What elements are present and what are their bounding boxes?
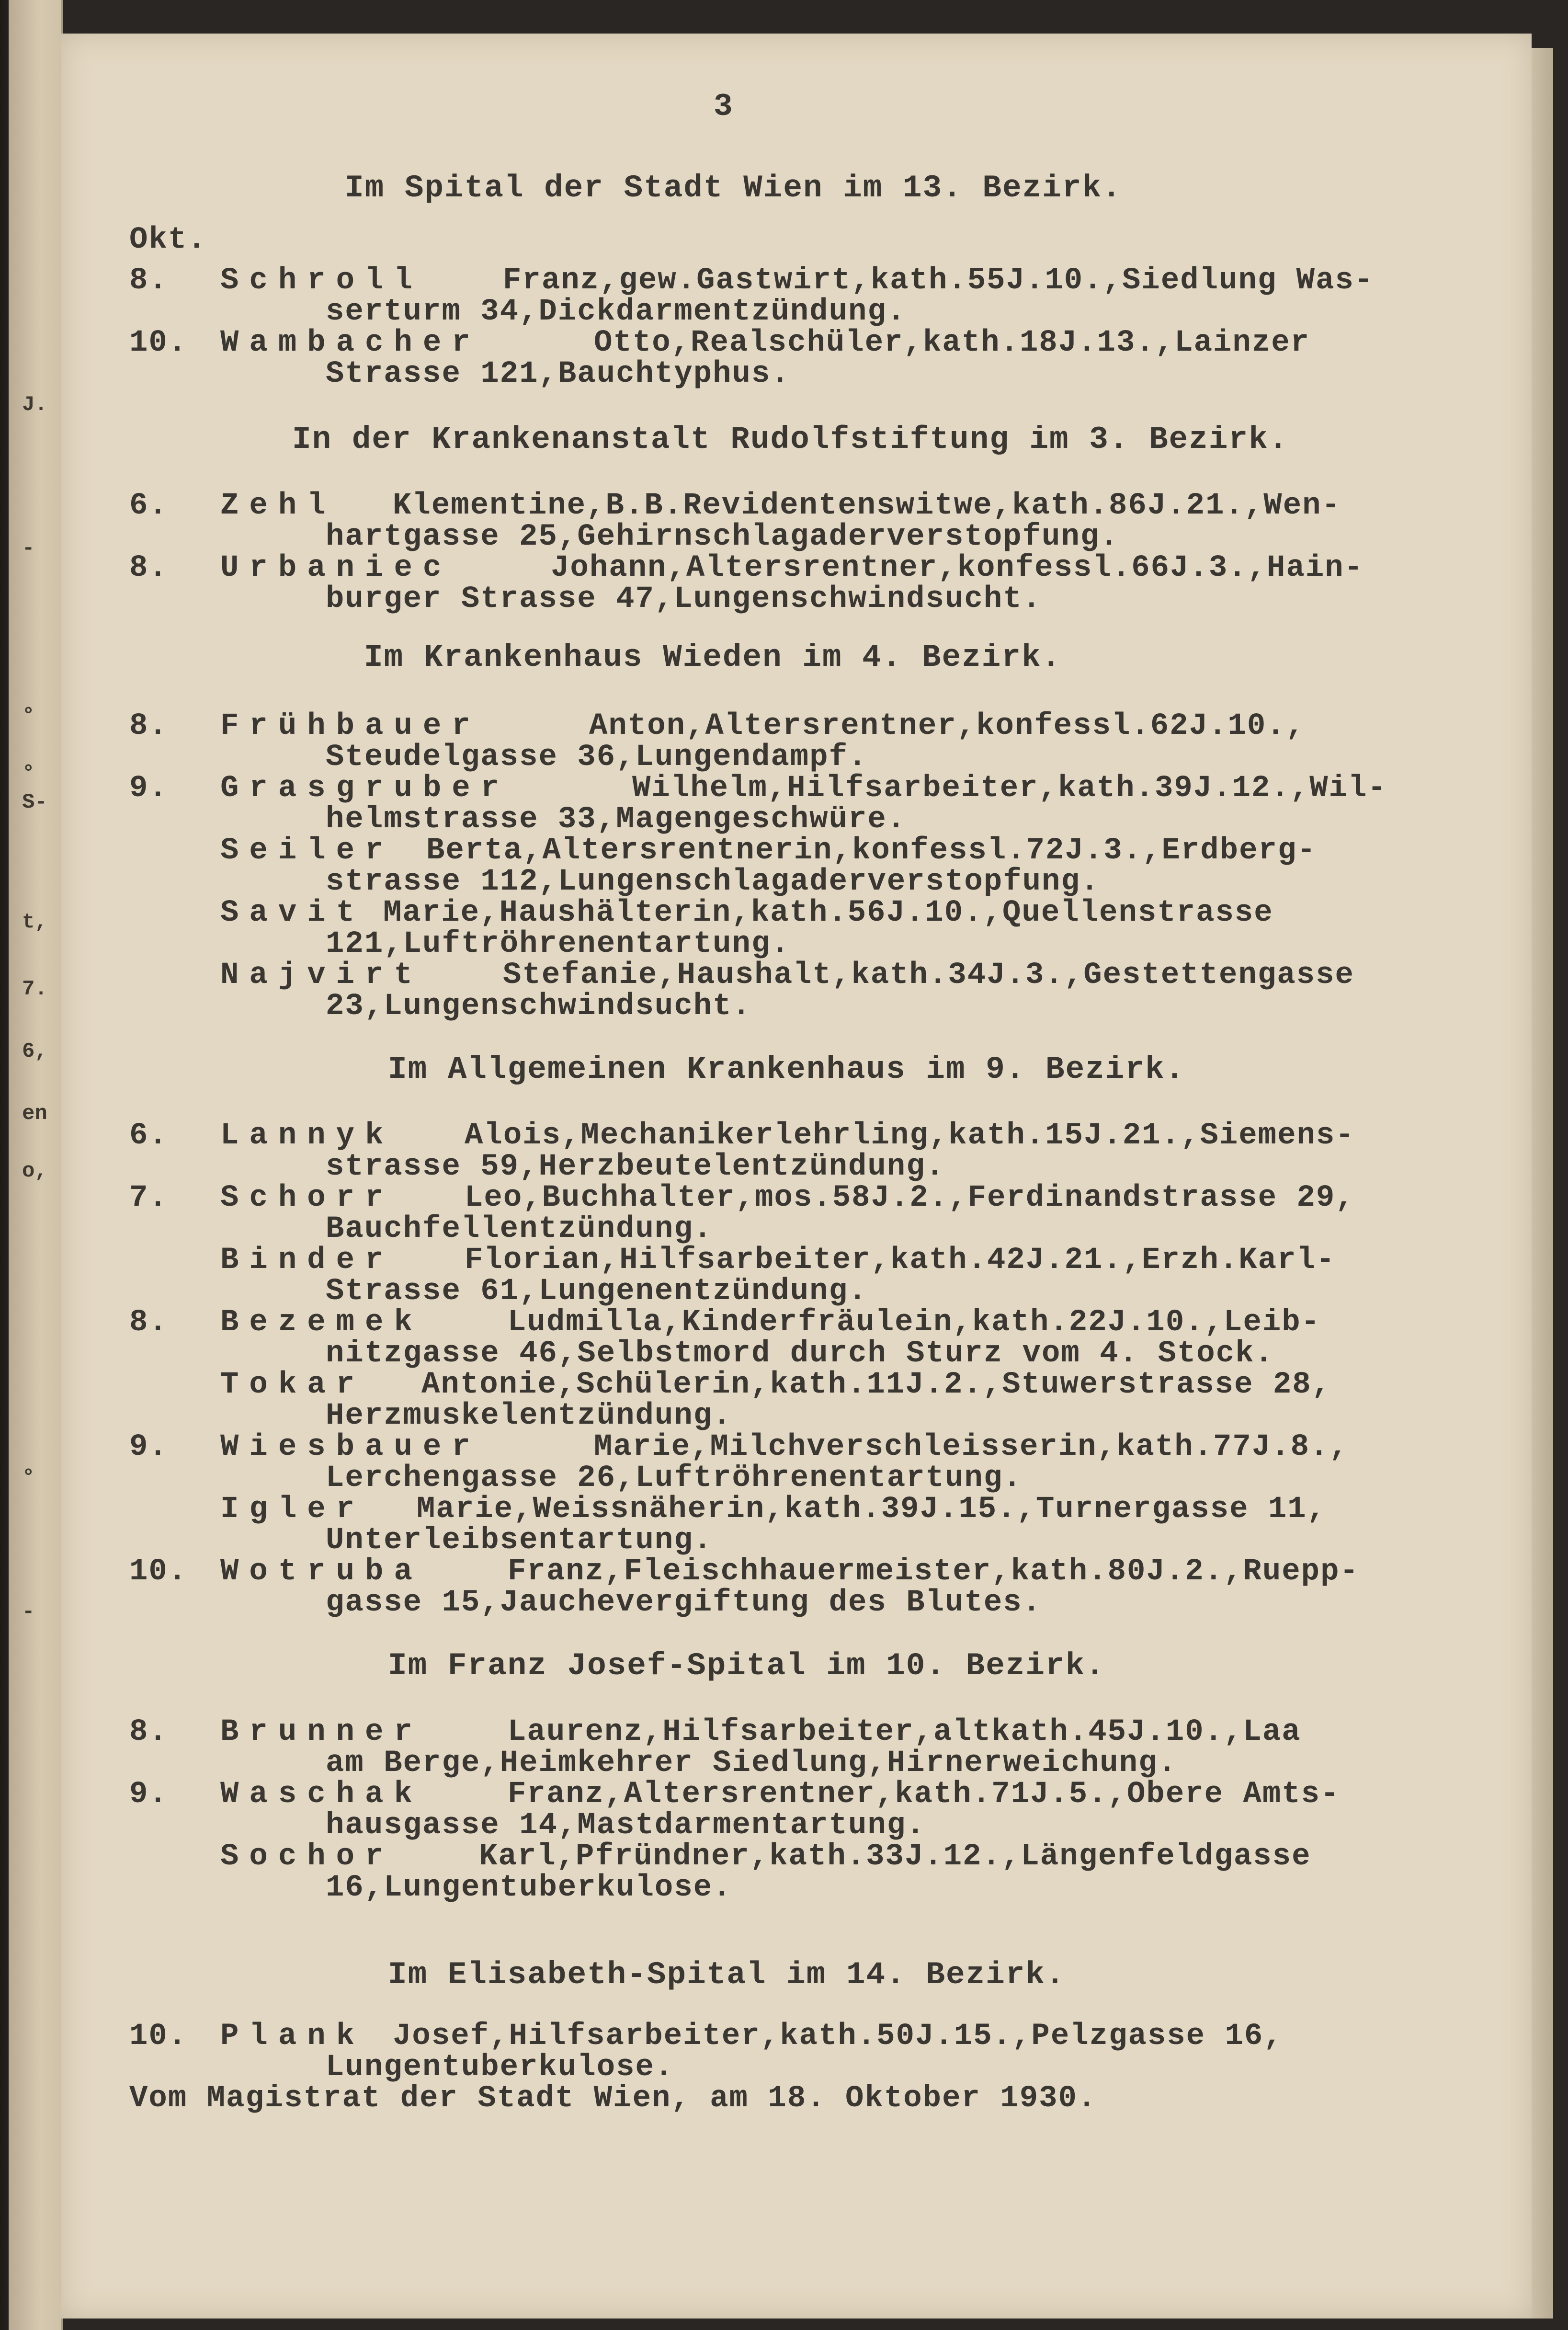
entry-line2: 23,Lungenschwindsucht. [326,989,751,1024]
margin-fragment: S- [22,790,47,814]
entry-line1: Alois,Mechanikerlehrling,kath.15J.21.,Siemens- [465,1119,1355,1153]
entry-line2: Strasse 121,Bauchtyphus. [326,357,790,391]
entry-line2: helmstrasse 33,Magengeschwüre. [326,802,907,837]
entry-line2: nitzgasse 46,Selbstmord durch Sturz vom 4. Stock. [326,1336,1274,1371]
entry-line2: 16,Lungentuberkulose. [326,1871,732,1905]
closing-statement: Vom Magistrat der Stadt Wien, am 18. Oktober 1930. [129,2081,1097,2116]
entry-line1: Antonie,Schülerin,kath.11J.2.,Stuwerstrasse 28, [421,1368,1331,1402]
margin-fragment: ° [22,762,35,786]
entry-line1: Leo,Buchhalter,mos.58J.2.,Ferdinandstrasse 29, [465,1181,1355,1215]
entry-day: 9. [129,771,168,806]
entry-name: Wiesbauer [220,1430,481,1464]
entry-line2: hausgasse 14,Mastdarmentartung. [326,1808,926,1843]
entry-line1: Klementine,B.B.Revidentenswitwe,kath.86J.21.,Wen- [393,489,1341,523]
entry-line2: serturm 34,Dickdarmentzündung. [326,295,907,329]
entry-line1: Stefanie,Haushalt,kath.34J.3.,Gestettengasse [503,958,1354,993]
entry-line1: Franz,gew.Gastwirt,kath.55J.10.,Siedlung Was- [503,263,1374,298]
entry-name: Wotruba [220,1554,423,1589]
entry-line1: Wilhelm,Hilfsarbeiter,kath.39J.12.,Wil- [632,771,1387,806]
previous-page-edge [9,0,63,2330]
entry-line2: 121,Luftröhrenentartung. [326,927,790,961]
entry-name: Tokar [220,1368,365,1402]
entry-line1: Marie,Haushälterin,kath.56J.10.,Quellenstrasse [383,896,1273,930]
margin-fragment: J. [22,393,47,417]
entry-name: Najvirt [220,958,423,993]
margin-fragment: en [22,1102,47,1126]
margin-fragment: ° [22,1466,35,1490]
entry-line1: Ludmilla,Kinderfräulein,kath.22J.10.,Leib- [508,1305,1321,1340]
entry-name: Waschak [220,1777,423,1812]
entry-name: Sochor [220,1839,394,1874]
entry-day: 8. [129,551,168,585]
entry-day: 6. [129,489,168,523]
entry-line2: strasse 112,Lungenschlagaderverstopfung. [326,865,1100,899]
entry-day: 10. [129,326,188,360]
entry-name: Savit [220,896,365,930]
entry-line1: Marie,Weissnäherin,kath.39J.15.,Turnergasse 11, [417,1492,1327,1527]
entry-name: Brunner [220,1715,423,1749]
month-label: Okt. [129,223,207,257]
entry-line1: Otto,Realschüler,kath.18J.13.,Lainzer [594,326,1310,360]
entry-line1: Josef,Hilfsarbeiter,kath.50J.15.,Pelzgasse 16, [393,2019,1283,2054]
entry-name: Zehl [220,489,336,523]
margin-fragment: 6, [22,1039,47,1063]
entry-day: 9. [129,1430,168,1464]
entry-name: Urbaniec [220,551,452,585]
margin-fragment: ° [22,704,35,728]
entry-name: Wambacher [220,326,481,360]
entry-line1: Johann,Altersrentner,konfessl.66J.3.,Hain- [551,551,1364,585]
section-heading: Im Krankenhaus Wieden im 4. Bezirk. [364,640,1062,675]
entry-day: 8. [129,263,168,298]
entry-day: 8. [129,1715,168,1749]
entry-line2: Unterleibsentartung. [326,1523,713,1558]
entry-name: Seiler [220,834,394,868]
margin-fragment: - [22,1600,35,1624]
entry-line2: Steudelgasse 36,Lungendampf. [326,740,868,775]
entry-name: Bezemek [220,1305,423,1340]
entry-line1: Franz,Altersrentner,kath.71J.5.,Obere Amts- [508,1777,1340,1812]
margin-fragment: - [22,537,35,560]
entry-line2: hartgasse 25,Gehirnschlagaderverstopfung. [326,520,1119,554]
entry-line2: Bauchfellentzündung. [326,1212,713,1246]
entry-day: 10. [129,2019,188,2054]
entry-line2: strasse 59,Herzbeutelentzündung. [326,1150,945,1184]
margin-fragment: t, [22,910,47,934]
entry-line1: Karl,Pfründner,kath.33J.12.,Längenfeldgasse [479,1839,1311,1874]
entry-name: Grasgruber [220,771,510,806]
entry-line2: Strasse 61,Lungenentzündung. [326,1274,868,1309]
page-edge [1532,48,1553,2319]
entry-day: 6. [129,1119,168,1153]
entry-name: Schorr [220,1181,394,1215]
section-heading: Im Allgemeinen Krankenhaus im 9. Bezirk. [388,1051,1185,1087]
entry-line1: Anton,Altersrentner,konfessl.62J.10., [589,709,1306,743]
entry-day: 8. [129,709,168,743]
entry-name: Schroll [220,263,423,298]
entry-line2: Lungentuberkulose. [326,2050,674,2085]
entry-name: Binder [220,1243,394,1278]
section-heading: Im Spital der Stadt Wien im 13. Bezirk. [345,170,1122,206]
entry-day: 8. [129,1305,168,1340]
section-heading: In der Krankenanstalt Rudolfstiftung im 3. Bezirk. [292,422,1289,457]
entry-line2: Lerchengasse 26,Luftröhrenentartung. [326,1461,1023,1496]
entry-line2: burger Strasse 47,Lungenschwindsucht. [326,582,1042,617]
entry-name: Frühbauer [220,709,481,743]
entry-name: Plank [220,2019,365,2054]
entry-line1: Marie,Milchverschleisserin,kath.77J.8., [594,1430,1349,1464]
section-heading: Im Franz Josef-Spital im 10. Bezirk. [388,1648,1105,1684]
entry-line1: Florian,Hilfsarbeiter,kath.42J.21.,Erzh.Karl- [465,1243,1336,1278]
section-heading: Im Elisabeth-Spital im 14. Bezirk. [388,1957,1066,1993]
margin-fragment: o, [22,1159,47,1183]
entry-line2: am Berge,Heimkehrer Siedlung,Hirnerweichung. [326,1746,1177,1781]
entry-line2: gasse 15,Jauchevergiftung des Blutes. [326,1586,1042,1620]
page-number: 3 [714,89,734,125]
entry-line1: Franz,Fleischhauermeister,kath.80J.2.,Ruepp- [508,1554,1359,1589]
entry-day: 10. [129,1554,188,1589]
entry-line1: Laurenz,Hilfsarbeiter,altkath.45J.10.,Laa [508,1715,1301,1749]
entry-name: Lannyk [220,1119,394,1153]
entry-day: 7. [129,1181,168,1215]
entry-line2: Herzmuskelentzündung. [326,1399,732,1433]
entry-line1: Berta,Altersrentnerin,konfessl.72J.3.,Erdberg- [426,834,1317,868]
margin-fragment: 7. [22,977,47,1001]
entry-name: Igler [220,1492,365,1527]
entry-day: 9. [129,1777,168,1812]
